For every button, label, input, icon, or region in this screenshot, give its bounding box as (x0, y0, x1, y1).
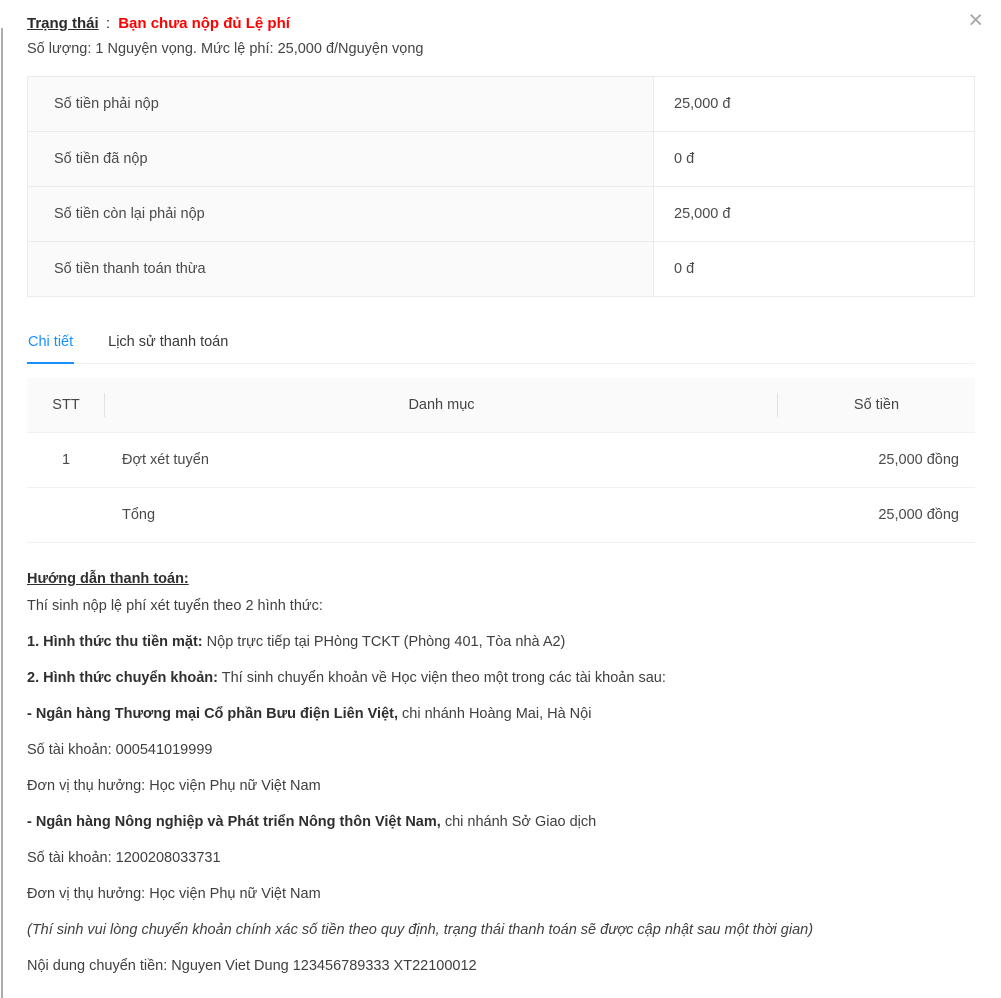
summary-row-value: 0 đ (674, 261, 695, 277)
fee-subtitle: Số lượng: 1 Nguyện vọng. Mức lệ phí: 25,000 đ/Nguyện vọng (27, 41, 424, 57)
tab-detail[interactable]: Chi tiết (27, 325, 74, 364)
cell-stt: 1 (61, 452, 71, 468)
cell-amount: 25,000 đồng (878, 452, 959, 468)
column-header-amount: Số tiền (853, 397, 900, 413)
bank2-branch: chi nhánh Sở Giao dịch (440, 814, 597, 830)
page-edge-line (1, 28, 3, 998)
bank2-name-bold: - Ngân hàng Nông nghiệp và Phát triển Nông thôn Việt Nam, (27, 814, 441, 830)
method-cash (27, 632, 975, 653)
table-row-total (27, 488, 975, 543)
status-value: Bạn chưa nộp đủ Lệ phí (118, 15, 290, 32)
bank1-account-number: Số tài khoản: 000541019999 (27, 742, 213, 758)
tab-bar (27, 325, 975, 364)
table-row (28, 77, 974, 132)
status-label: Trạng thái (27, 15, 99, 32)
cell-category: Tổng (122, 507, 156, 523)
bank2-name (27, 812, 975, 833)
fee-summary-table (27, 76, 975, 297)
method-transfer-text: Thí sinh chuyển khoản về Học viện theo một trong các tài khoản sau: (217, 670, 666, 686)
table-row (27, 433, 975, 488)
method-transfer-label: 2. Hình thức chuyển khoản: (27, 670, 218, 686)
transfer-content: Nội dung chuyển tiền: Nguyen Viet Dung 123456789333 XT22100012 (27, 958, 477, 974)
close-icon[interactable]: × (968, 6, 983, 34)
column-header-stt: STT (27, 378, 105, 432)
bank1-name (27, 704, 975, 725)
bank2-beneficiary: Đơn vị thụ hưởng: Học viện Phụ nữ Việt Nam (27, 886, 321, 902)
bank1-name-bold: - Ngân hàng Thương mại Cổ phần Bưu điện Liên Việt, (27, 706, 398, 722)
column-header-category: Danh mục (105, 378, 778, 432)
cell-stt (27, 488, 105, 542)
status-line (27, 14, 975, 34)
table-header-row (27, 378, 975, 433)
payment-instructions (27, 569, 975, 977)
summary-row-label: Số tiền đã nộp (28, 132, 654, 186)
method-transfer (27, 668, 975, 689)
bank1-beneficiary: Đơn vị thụ hưởng: Học viện Phụ nữ Việt Nam (27, 778, 321, 794)
bank2-account-number: Số tài khoản: 1200208033731 (27, 850, 221, 866)
summary-row-value: 25,000 đ (674, 96, 731, 112)
cell-amount: 25,000 đồng (878, 507, 959, 523)
fee-detail-table (27, 378, 975, 543)
summary-row-label: Số tiền phải nộp (28, 77, 654, 131)
method-cash-label: 1. Hình thức thu tiền mặt: (27, 634, 203, 650)
summary-row-value: 25,000 đ (674, 206, 731, 222)
instructions-title: Hướng dẫn thanh toán: (27, 571, 189, 587)
summary-row-value: 0 đ (674, 151, 695, 167)
summary-row-label: Số tiền thanh toán thừa (28, 242, 654, 296)
bank1-branch: chi nhánh Hoàng Mai, Hà Nội (398, 706, 592, 722)
transfer-note: (Thí sinh vui lòng chuyển khoản chính xác số tiền theo quy định, trạng thái thanh toán sẽ được cập nhật sau một thời gian) (27, 922, 814, 938)
method-cash-text: Nộp trực tiếp tại PHòng TCKT (Phòng 401, Tòa nhà A2) (202, 634, 566, 650)
cell-category: Đợt xét tuyển (122, 452, 209, 468)
instructions-intro: Thí sinh nộp lệ phí xét tuyển theo 2 hình thức: (27, 598, 323, 614)
table-row (28, 132, 974, 187)
tab-payment-history[interactable]: Lịch sử thanh toán (108, 334, 229, 350)
summary-row-label: Số tiền còn lại phải nộp (28, 187, 654, 241)
table-row (28, 187, 974, 242)
status-separator: : (105, 15, 111, 32)
table-row (28, 242, 974, 297)
